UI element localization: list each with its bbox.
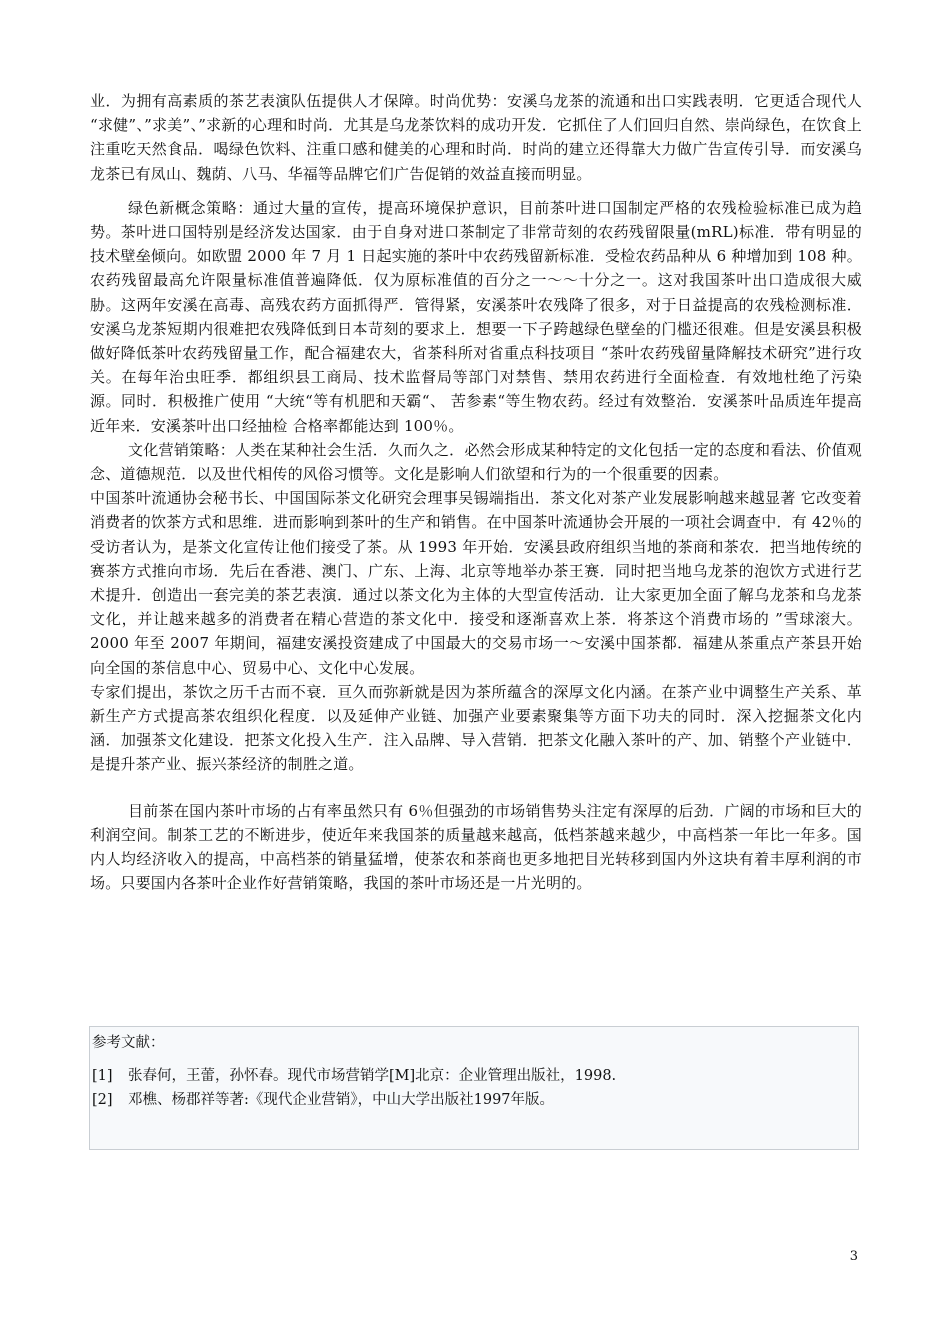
paragraph-fashion-advantage: 业．为拥有高素质的茶艺表演队伍提供人才保障。时尚优势：安溪乌龙茶的流通和出口实践表明．它更适合现代人 “求健”、”求美”、”求新的心理和时尚．尤其是乌龙茶饮料的成功开发．它抓住了人们回归自然、崇尚绿色，在饮食上注重吃天然食品．喝绿色饮料、注重口感和健美的心理和时尚．时尚的建立还得靠大力做广告宣传引导．而安溪乌龙茶已有凤山、魏荫、八马、华福等品牌它们广告促销的效益直接而明显。 bbox=[90, 92, 862, 183]
paragraph-experts-view: 专家们提出，茶饮之历千古而不衰．亘久而弥新就是因为茶所蕴含的深厚文化内涵。在茶产业中调整生产关系、革新生产方式提高茶农组织化程度．以及延伸产业链、加强产业要素聚集等方面下功夫的同时．深入挖掘茶文化内涵．加强茶文化建设．把茶文化投入生产．注入品牌、导入营销．把茶文化融入茶叶的产、加、销整个产业链中．是提升茶产业、振兴茶经济的制胜之道。 bbox=[90, 682, 862, 774]
paragraph-market-outlook: 目前茶在国内茶叶市场的占有率虽然只有 6％但强劲的市场销售势头注定有深厚的后劲．广阔的市场和巨大的利润空间。制茶工艺的不断进步，使近年来我国茶的质量越来越高，低档茶越来越少，中高档茶一年比一年多。国内人均经济收入的提高，中高档茶的销量猛增，使茶农和茶商也更多地把目光转移到国内外这块有着丰厚利润的市场。只要国内各茶叶企业作好营销策略，我国的茶叶市场还是一片光明的。 bbox=[90, 801, 862, 893]
paragraph-culture-strategy: 文化营销策略：人类在某种社会生活．久而久之．必然会形成某种特定的文化包括一定的态度和看法、价值观念、道德规范．以及世代相传的风俗习惯等。文化是影响人们欲望和行为的一个很重要的因素。 bbox=[90, 440, 862, 484]
paragraph-tea-culture-promotion: 中国茶叶流通协会秘书长、中国国际茶文化研究会理事吴锡端指出．茶文化对茶产业发展影响越来越显著 它改变着消费者的饮茶方式和思维．进而影响到茶叶的生产和销售。在中国茶叶流通协会开展的一项社会调查中．有 42％的受访者认为，是茶文化宣传让他们接受了茶。从 1993 年开始．安溪县政府组织当地的茶商和茶农．把当地传统的赛茶方式推向市场．先后在香港、澳门、广东、上海、北京等地举办茶王赛．同时把当地乌龙茶的泡饮方式进行艺术提升．创造出一套完美的茶艺表演．通过以茶文化为主体的大型宣传活动．让大家更加全面了解乌龙茶和乌龙茶文化，并让越来越多的消费者在精心营造的茶文化中．接受和逐渐喜欢上茶．将茶这个消费市场的 ”雪球滚大。2000 年至 2007 年期间，福建安溪投资建成了中国最大的交易市场一～安溪中国茶都．福建从茶重点产茶县开始向全国的茶信息中心、贸易中心、文化中心发展。 bbox=[90, 489, 862, 677]
paragraph-spacer bbox=[90, 777, 862, 799]
references-list bbox=[92, 1064, 858, 1112]
reference-number: [2] bbox=[92, 1092, 113, 1108]
references-heading: 参考文献： bbox=[92, 1035, 165, 1051]
reference-text: 张春何，王蕾，孙怀春。现代市场营销学[M]北京：企业管理出版社，1998. bbox=[128, 1068, 617, 1084]
reference-number: [1] bbox=[92, 1068, 113, 1084]
body-text bbox=[90, 89, 862, 896]
references-box bbox=[89, 1026, 859, 1150]
page-number: 3 bbox=[849, 1249, 858, 1264]
reference-item bbox=[92, 1064, 858, 1088]
paragraph-spacer bbox=[90, 186, 862, 196]
reference-text: 邓樵、杨郡祥等著:《现代企业营销》，中山大学出版社1997年版。 bbox=[128, 1092, 555, 1108]
reference-item bbox=[92, 1088, 858, 1112]
paragraph-green-strategy: 绿色新概念策略：通过大量的宣传，提高环境保护意识，目前茶叶进口国制定严格的农残检验标准已成为趋势。茶叶进口国特别是经济发达国家．由于自身对进口茶制定了非常苛刻的农药残留限量(mRL)标准．带有明显的技术壁垒倾向。如欧盟 2000 年 7 月 1 日起实施的茶叶中农药残留新标准．受检农药品种从 6 种增加到 108 种。农药残留最高允许限量标准值普遍降低．仅为原标准值的百分之一～～十分之一。这对我国茶叶出口造成很大威胁。这两年安溪在高毒、高残农药方面抓得严．管得紧，安溪茶叶农残降了很多，对于日益提高的农残检测标准．安溪乌龙茶短期内很难把农残降低到日本苛刻的要求上．想要一下子跨越绿色壁垒的门槛还很难。但是安溪县积极做好降低茶叶农药残留量工作，配合福建农大，省茶科所对省重点科技项目 “茶叶农药残留量降解技术研究”进行攻关。在每年治虫旺季．都组织县工商局、技术监督局等部门对禁售、禁用农药进行全面检查．有效地杜绝了污染源。同时．积极推广使用 “大统“等有机肥和天霸“、 苦参素“等生物农药。经过有效整治．安溪茶叶品质连年提高 近年来．安溪茶叶出口经抽检 合格率都能达到 100％。 bbox=[90, 198, 862, 435]
